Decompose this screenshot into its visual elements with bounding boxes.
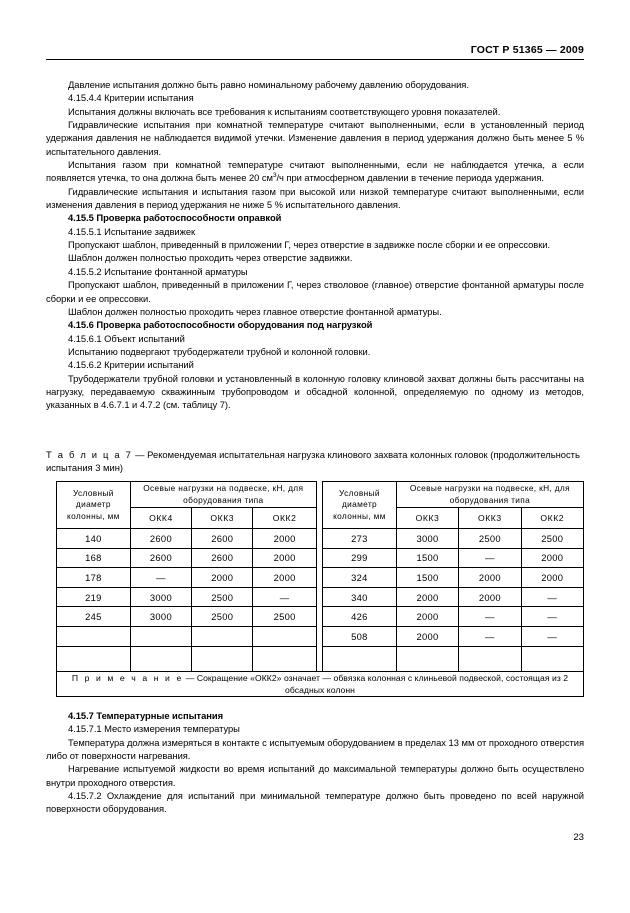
page-header bbox=[46, 44, 584, 60]
cell-left-okk3: 2500 bbox=[192, 587, 253, 607]
clause-4-15-7-heading: 4.15.7 Температурные испытания bbox=[68, 710, 224, 721]
cell-left-okk4: 2600 bbox=[130, 529, 191, 549]
cell-left-okk2: 2000 bbox=[253, 529, 316, 549]
cell-right-diameter: 508 bbox=[323, 626, 397, 646]
cell-left-diameter: 168 bbox=[57, 548, 131, 568]
table-note-text: — Сокращение «ОКК2» означает — обвязка колонная с клиньевой подвеской, состоящая из 2 обсадных колонн bbox=[183, 672, 569, 695]
clause-4-15-6-2-heading: 4.15.6.2 Критерии испытаний bbox=[68, 359, 194, 371]
clause-4-15-6-heading: 4.15.6 Проверка работоспособности оборудования под нагрузкой bbox=[68, 319, 373, 331]
filler-cell bbox=[323, 646, 397, 671]
cell-right-diameter: 324 bbox=[323, 568, 397, 588]
cell-left-diameter: 178 bbox=[57, 568, 131, 588]
cell-left-okk2: — bbox=[253, 587, 316, 607]
cell-left-empty bbox=[192, 626, 253, 646]
filler-cell bbox=[57, 646, 131, 671]
paragraph-gas-room-temp bbox=[46, 158, 584, 185]
cell-left-okk3: 2600 bbox=[192, 529, 253, 549]
cell-right-okk3a: 1500 bbox=[396, 548, 458, 568]
filler-cell bbox=[192, 646, 253, 671]
cell-left-okk3: 2600 bbox=[192, 548, 253, 568]
cell-left-diameter: 219 bbox=[57, 587, 131, 607]
filler-cell bbox=[253, 646, 316, 671]
header-loads-left: Осевые нагрузки на подвеске, кН, для оборудования типа bbox=[130, 482, 316, 508]
cell-right-okk3b: 2500 bbox=[459, 529, 521, 549]
cell-right-okk3a: 3000 bbox=[396, 529, 458, 549]
cell-right-okk3b: — bbox=[459, 607, 521, 627]
cell-right-okk2: 2500 bbox=[521, 529, 583, 549]
paragraph-test-requirements: Испытания должны включать все требования к испытаниям соответствующего уровня показателей. bbox=[68, 105, 501, 117]
cell-left-diameter: 140 bbox=[57, 529, 131, 549]
cell-left-okk2: 2000 bbox=[253, 568, 316, 588]
cell-left-empty bbox=[130, 626, 191, 646]
clause-4-15-6-1-heading: 4.15.6.1 Объект испытаний bbox=[68, 332, 185, 344]
cell-right-okk3b: — bbox=[459, 626, 521, 646]
paragraph-temperature-measurement: Температура должна измеряться в контакте с испытуемым оборудованием в пределах 13 мм от проходного отверстия либо от поверхности нагревания. bbox=[46, 736, 584, 762]
table-note-row bbox=[57, 671, 584, 697]
cell-right-okk3b: — bbox=[459, 548, 521, 568]
cell-left-okk3: 2000 bbox=[192, 568, 253, 588]
cell-right-okk2: — bbox=[521, 607, 583, 627]
paragraph-drift-must-pass-valve: Шаблон должен полностью проходить через отверстие задвижки. bbox=[68, 252, 353, 264]
cell-left-empty bbox=[253, 626, 316, 646]
page-number: 23 bbox=[573, 832, 584, 843]
header-rule bbox=[46, 59, 584, 60]
cell-right-okk3b: 2000 bbox=[459, 587, 521, 607]
subheader-right-1: ОКК3 bbox=[459, 508, 521, 529]
header-loads-right: Осевые нагрузки на подвеске, кН, для оборудования типа bbox=[396, 482, 583, 508]
table-header bbox=[57, 482, 584, 529]
table-caption bbox=[46, 448, 584, 474]
table-7 bbox=[56, 481, 584, 697]
gas-paragraph-part2: /ч при атмосферном давлении в течение периода удержания. bbox=[276, 172, 544, 184]
table-body bbox=[57, 529, 584, 697]
table-caption-text: — Рекомендуемая испытательная нагрузка клинового захвата колонных головок (продолжительность испытания 3 мин) bbox=[46, 449, 580, 474]
cell-right-okk2: 2000 bbox=[521, 568, 583, 588]
paragraph-load-criteria: Трубодержатели трубной головки и установленный в колонную головку клиновой захват должны быть рассчитаны на нагрузку, передаваемую скважинным трубопроводом и обсадной колонной, определяемую по одному из методов, указанных в 4.6.7.1 и 4.7.2 (см. таблицу 7). bbox=[46, 372, 584, 411]
clause-4-15-5-2-heading: 4.15.5.2 Испытание фонтанной арматуры bbox=[68, 265, 248, 277]
table-note bbox=[57, 671, 584, 697]
header-diameter-left: Условный диаметр колонны, мм bbox=[57, 482, 131, 529]
cell-right-diameter: 340 bbox=[323, 587, 397, 607]
cell-right-okk3a: 2000 bbox=[396, 626, 458, 646]
paragraph-hydraulic-high-low-temp: Гидравлические испытания и испытания газом при высокой или низкой температуре считают выполненными, если изменения давления в период удержания не ниже 5 % испытательного давления. bbox=[46, 185, 584, 211]
cell-left-okk2: 2500 bbox=[253, 607, 316, 627]
cell-right-okk3b: 2000 bbox=[459, 568, 521, 588]
clause-4-15-5-heading: 4.15.5 Проверка работоспособности оправкой bbox=[68, 212, 282, 224]
cell-right-okk3a: 1500 bbox=[396, 568, 458, 588]
cell-right-okk2: — bbox=[521, 587, 583, 607]
cell-right-okk2: 2000 bbox=[521, 548, 583, 568]
paragraph-hydraulic-room-temp: Гидравлические испытания при комнатной температуре считают выполненными, если в установленный период удержания давления не наблюдается видимой утечки. Изменение давления в период удержания должно быть менее 5 % испытательного давления. bbox=[46, 119, 584, 157]
standard-designation: ГОСТ Р 51365 — 2009 bbox=[470, 44, 584, 56]
paragraph-test-object: Испытанию подвергают трубодержатели трубной и колонной головки. bbox=[68, 345, 371, 357]
clause-4-15-5-1-heading: 4.15.5.1 Испытание задвижек bbox=[68, 225, 196, 237]
paragraph-fluid-heating: Нагревание испытуемой жидкости во время испытаний до максимальной температуры должно быть осуществлено внутри проходного отверстия. bbox=[46, 763, 584, 788]
cell-right-okk3a: 2000 bbox=[396, 587, 458, 607]
gas-paragraph-part1: Испытания газом при комнатной температуре считают выполненными, если не наблюдается утечка, а если появляется утечка, то она должна быть менее 20 см bbox=[46, 159, 584, 184]
subheader-right-2: ОКК2 bbox=[521, 508, 583, 529]
cell-left-okk4: 2600 bbox=[130, 548, 191, 568]
subheader-left-0: ОКК4 bbox=[130, 508, 191, 529]
cell-right-okk2: — bbox=[521, 626, 583, 646]
subheader-left-1: ОКК3 bbox=[192, 508, 253, 529]
document-body bbox=[46, 78, 584, 412]
subheader-right-0: ОКК3 bbox=[396, 508, 458, 529]
header-diameter-right: Условный диаметр колонны, мм bbox=[323, 482, 397, 529]
cell-left-okk4: — bbox=[130, 568, 191, 588]
cell-left-okk4: 3000 bbox=[130, 587, 191, 607]
table-row bbox=[57, 529, 584, 549]
cell-left-okk3: 2500 bbox=[192, 607, 253, 627]
clause-4-15-7-1-heading: 4.15.7.1 Место измерения температуры bbox=[68, 723, 240, 735]
paragraph-pressure-nominal: Давление испытания должно быть равно номинальному рабочему давлению оборудования. bbox=[68, 79, 469, 90]
table-filler-row bbox=[57, 646, 584, 671]
cell-left-okk2: 2000 bbox=[253, 548, 316, 568]
cell-right-diameter: 273 bbox=[323, 529, 397, 549]
filler-cell bbox=[130, 646, 191, 671]
paragraph-gate-valve-drift: Пропускают шаблон, приведенный в приложении Г, через отверстие в задвижке после сборки и ее опрессовки. bbox=[68, 239, 551, 251]
clause-4-15-4-4-heading: 4.15.4.4 Критерии испытания bbox=[68, 92, 194, 104]
table-header-row-1 bbox=[57, 482, 584, 508]
cell-left-diameter: 245 bbox=[57, 607, 131, 627]
filler-cell bbox=[521, 646, 583, 671]
subheader-left-2: ОКК2 bbox=[253, 508, 316, 529]
gas-paragraph-superscript: 3 bbox=[272, 172, 277, 180]
paragraph-drift-must-pass-tree: Шаблон должен полностью проходить через главное отверстие фонтанной арматуры. bbox=[68, 305, 442, 317]
cell-right-diameter: 426 bbox=[323, 607, 397, 627]
clause-4-15-7-2-paragraph: 4.15.7.2 Охлаждение для испытаний при минимальной температуре должно быть проведено по всей наружной поверхности оборудования. bbox=[46, 790, 584, 815]
filler-cell bbox=[459, 646, 521, 671]
document-tail bbox=[46, 709, 584, 816]
cell-right-okk3a: 2000 bbox=[396, 607, 458, 627]
filler-cell bbox=[396, 646, 458, 671]
paragraph-christmas-tree-drift: Пропускают шаблон, приведенный в приложении Г, через стволовое (главное) отверстие фонтанной арматуры после сборки и ее опрессовки. bbox=[46, 279, 584, 304]
cell-left-empty bbox=[57, 626, 131, 646]
cell-left-okk4: 3000 bbox=[130, 607, 191, 627]
cell-right-diameter: 299 bbox=[323, 548, 397, 568]
table-note-label: П р и м е ч а н и е bbox=[71, 672, 184, 683]
load-table bbox=[56, 481, 584, 697]
table-caption-label: Т а б л и ц а 7 bbox=[46, 449, 133, 460]
